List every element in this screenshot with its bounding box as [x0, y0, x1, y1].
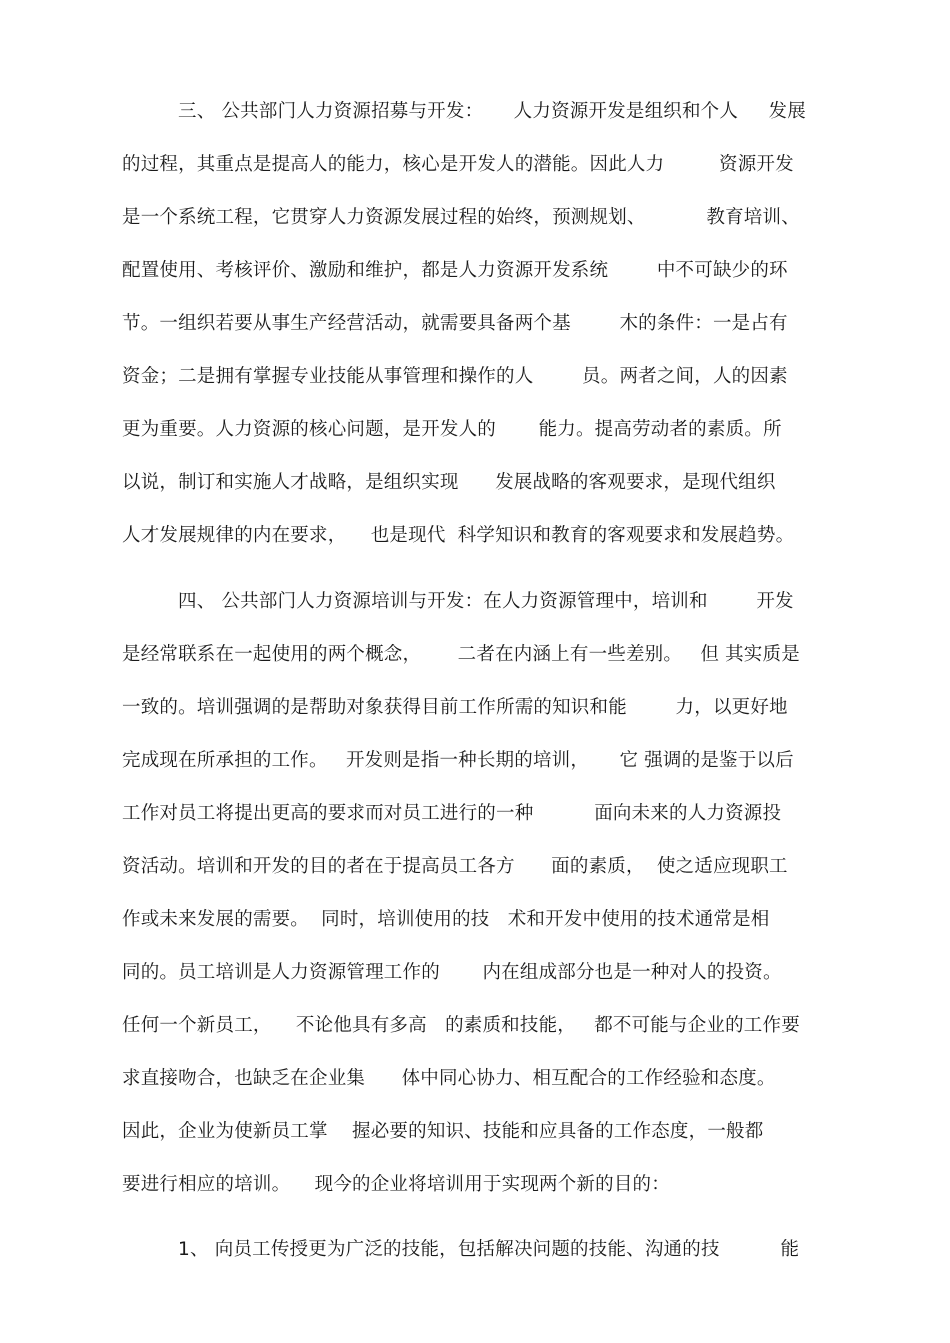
- paragraph-line: 一致的。培训强调的是帮助对象获得目前工作所需的知识和能 力，以更好地: [122, 697, 788, 718]
- paragraph-line: 的过程，其重点是提高人的能力，核心是开发人的潜能。因此人力 资源开发: [122, 154, 794, 175]
- paragraph-line: 求直接吻合，也缺乏在企业集 体中同心协力、相互配合的工作经验和态度。: [122, 1068, 776, 1089]
- paragraph-line: 更为重要。人力资源的核心问题，是开发人的 能力。提高劳动者的素质。所: [122, 419, 782, 440]
- section-3-heading-line: 三、 公共部门人力资源招募与开发： 人力资源开发是组织和个人 发展: [178, 101, 806, 122]
- paragraph-line: 任何一个新员工， 不论他具有多高 的素质和技能， 都不可能与企业的工作要: [122, 1015, 800, 1036]
- paragraph-line: 资金；二是拥有掌握专业技能从事管理和操作的人 员。两者之间，人的因素: [122, 366, 788, 387]
- paragraph-line: 配置使用、考核评价、激励和维护，都是人力资源开发系统 中不可缺少的环: [122, 260, 788, 281]
- paragraph-line: 是一个系统工程，它贯穿人力资源发展过程的始终，预测规划、 教育培训、: [122, 207, 800, 228]
- paragraph-line: 节。一组织若要从事生产经营活动，就需要具备两个基 木的条件：一是占有: [122, 313, 788, 334]
- paragraph-line: 是经常联系在一起使用的两个概念， 二者在内涵上有一些差别。 但 其实质是: [122, 644, 800, 665]
- numbered-item-line: 1、 向员工传授更为广泛的技能，包括解决问题的技能、沟通的技 能: [178, 1239, 800, 1260]
- paragraph-line: 资活动。培训和开发的目的者在于提高员工各方 面的素质， 使之适应现职工: [122, 856, 788, 877]
- paragraph-line: 同的。员工培训是人力资源管理工作的 内在组成部分也是一种对人的投资。: [122, 962, 782, 983]
- paragraph-line: 因此，企业为使新员工掌 握必要的知识、技能和应具备的工作态度，一般都: [122, 1121, 764, 1142]
- paragraph-line: 作或未来发展的需要。 同时，培训使用的技 术和开发中使用的技术通常是相: [122, 909, 770, 930]
- paragraph-line: 人才发展规律的内在要求， 也是现代 科学知识和教育的客观要求和发展趋势。: [122, 525, 795, 546]
- paragraph-line: 完成现在所承担的工作。 开发则是指一种长期的培训， 它 强调的是鉴于以后: [122, 750, 794, 771]
- paragraph-line: 要进行相应的培训。 现今的企业将培训用于实现两个新的目的：: [122, 1174, 670, 1195]
- paragraph-line: 以说，制订和实施人才战略，是组织实现 发展战略的客观要求，是现代组织: [122, 472, 776, 493]
- section-4-heading-line: 四、 公共部门人力资源培训与开发：在人力资源管理中，培训和 开发: [178, 591, 794, 612]
- paragraph-line: 工作对员工将提出更高的要求而对员工进行的一种 面向未来的人力资源投: [122, 803, 782, 824]
